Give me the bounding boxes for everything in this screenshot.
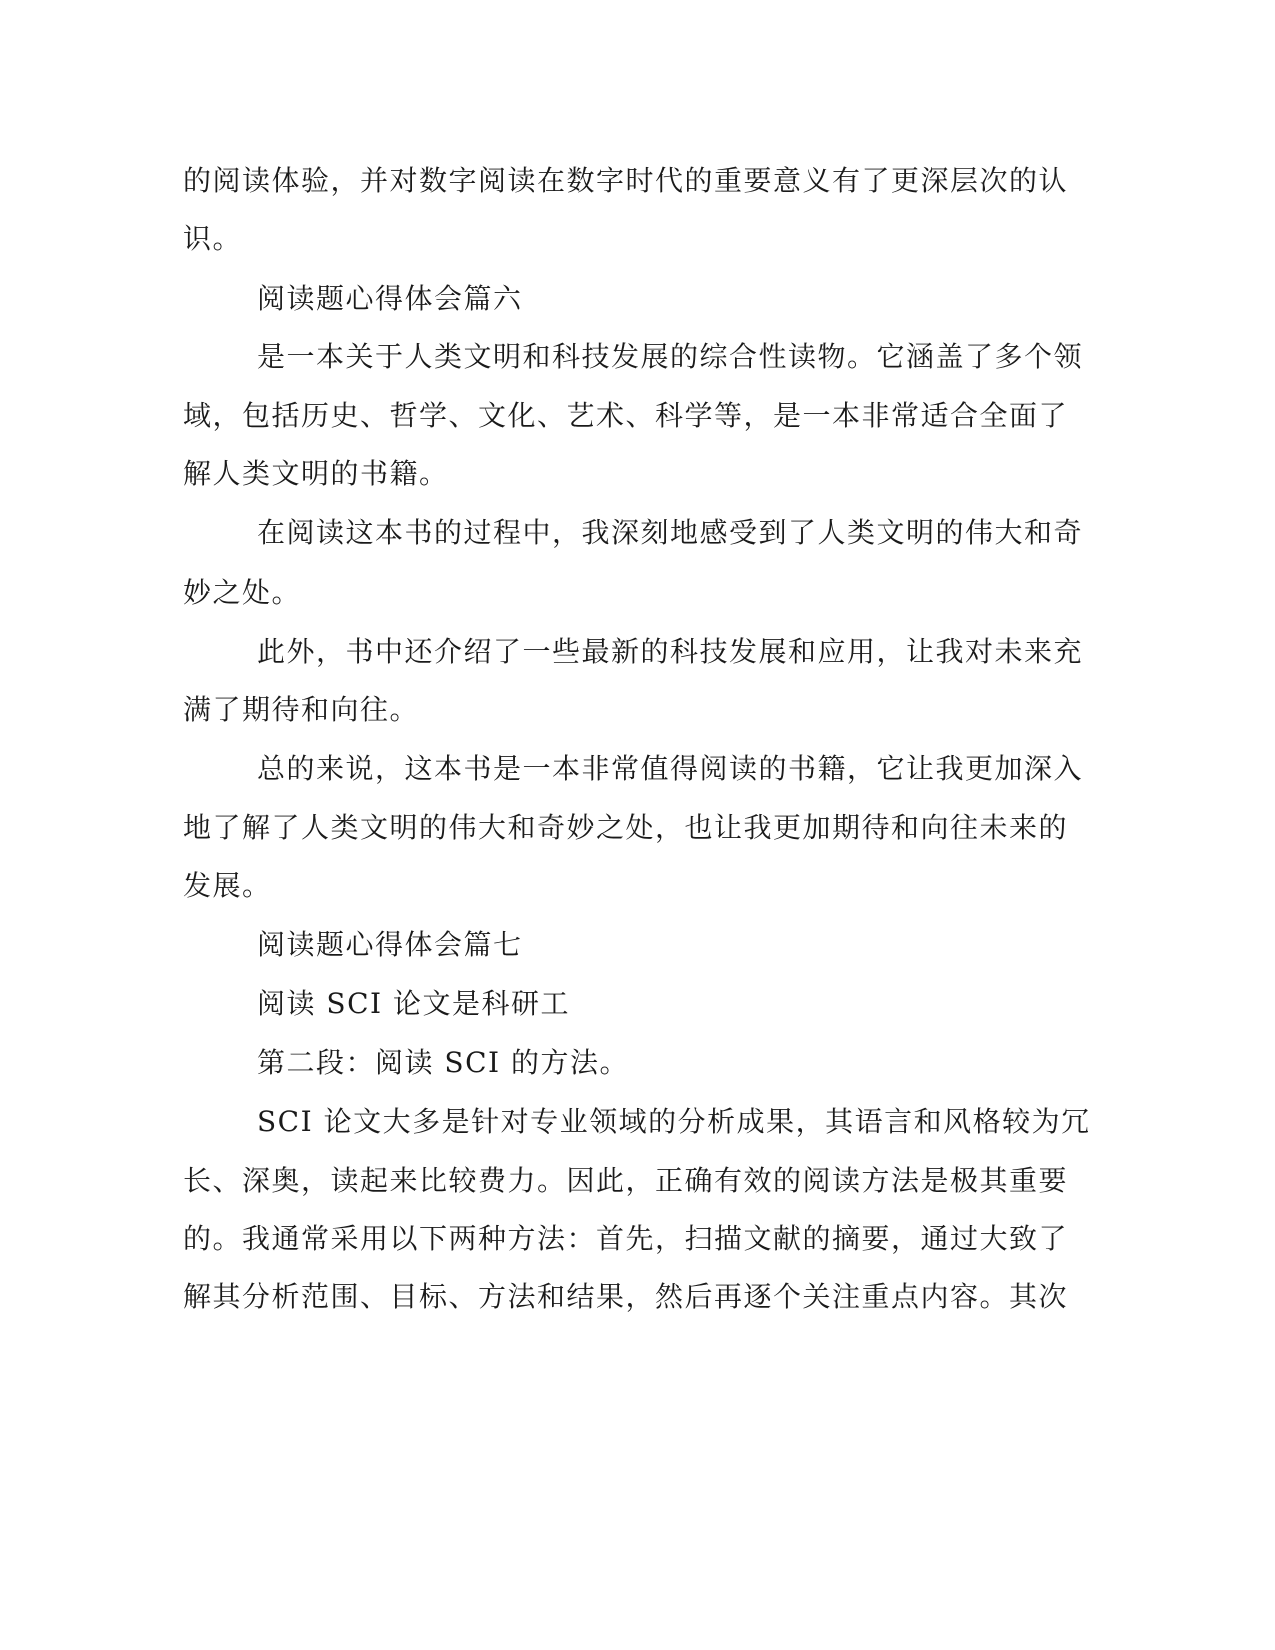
text-line: 解其分析范围、目标、方法和结果，然后再逐个关注重点内容。其次	[183, 1280, 1069, 1313]
text-line: 妙之处。	[183, 576, 302, 609]
text-line: 第二段：阅读 SCI 的方法。	[257, 1046, 629, 1079]
text-line: 的阅读体验，并对数字阅读在数字时代的重要意义有了更深层次的认	[183, 164, 1069, 197]
text-line: 地了解了人类文明的伟大和奇妙之处，也让我更加期待和向往未来的	[183, 811, 1069, 844]
text-line: 此外，书中还介绍了一些最新的科技发展和应用，让我对未来充	[257, 635, 1084, 668]
text-line: 是一本关于人类文明和科技发展的综合性读物。它涵盖了多个领	[257, 340, 1084, 373]
text-line: 解人类文明的书籍。	[183, 457, 449, 490]
text-line: 域，包括历史、哲学、文化、艺术、科学等，是一本非常适合全面了	[183, 399, 1069, 432]
text-line: 总的来说，这本书是一本非常值得阅读的书籍，它让我更加深入	[257, 752, 1084, 785]
text-line: SCI 论文大多是针对专业领域的分析成果，其语言和风格较为冗	[257, 1105, 1091, 1138]
section-heading: 阅读题心得体会篇六	[257, 282, 523, 315]
text-line: 满了期待和向往。	[183, 693, 420, 726]
text-line: 长、深奥，读起来比较费力。因此，正确有效的阅读方法是极其重要	[183, 1164, 1069, 1197]
text-line: 阅读 SCI 论文是科研工	[257, 987, 570, 1020]
text-line: 在阅读这本书的过程中，我深刻地感受到了人类文明的伟大和奇	[257, 516, 1084, 549]
section-heading: 阅读题心得体会篇七	[257, 928, 523, 961]
text-line: 的。我通常采用以下两种方法：首先，扫描文献的摘要，通过大致了	[183, 1222, 1069, 1255]
text-line: 发展。	[183, 869, 272, 902]
text-line: 识。	[183, 222, 243, 255]
